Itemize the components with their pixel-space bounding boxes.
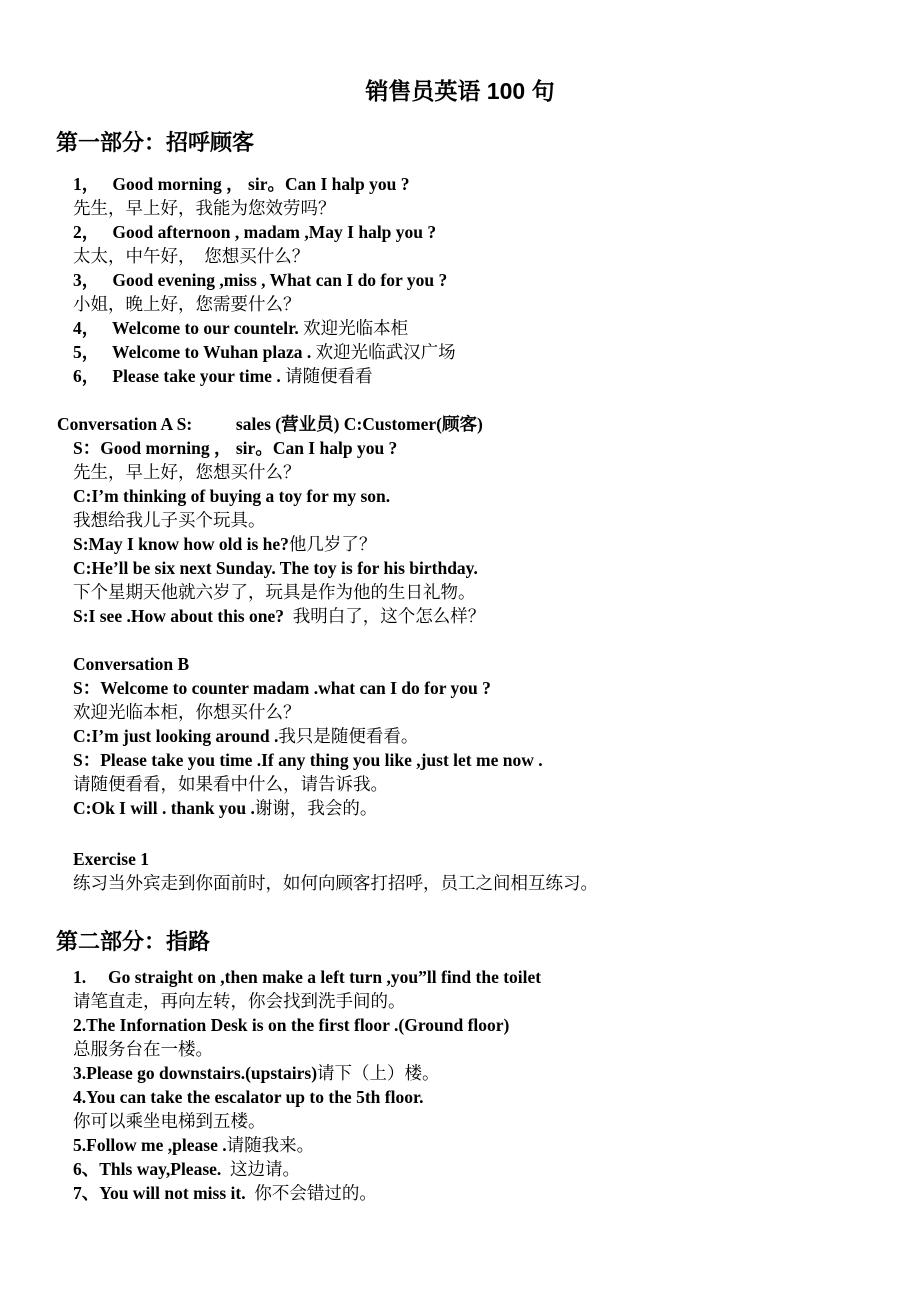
text-line	[73, 965, 920, 989]
english-text: S：Welcome to counter madam .what can I do for you ?	[73, 678, 491, 698]
english-text: 1， Good morning ， sir。Can I halp you ?	[73, 174, 410, 194]
text-line	[73, 989, 920, 1013]
chinese-text: 总服务台在一楼。	[73, 1039, 213, 1059]
text-line	[73, 484, 920, 508]
english-text: S：Please take you time .If any thing you like ,just let me now .	[73, 750, 543, 770]
chinese-text: 练习当外宾走到你面前时，如何向顾客打招呼，员工之间相互练习。	[73, 873, 598, 893]
english-text: 4.You can take the escalator up to the 5th floor.	[73, 1087, 424, 1107]
english-text: 3.Please go downstairs.(upstairs)	[73, 1063, 318, 1083]
text-line	[73, 532, 920, 556]
english-text: C:Ok I will . thank you .	[73, 798, 255, 818]
text-line	[73, 268, 920, 292]
chinese-text: 先生，早上好，我能为您效劳吗？	[73, 198, 336, 218]
english-text: Conversation B	[73, 654, 190, 674]
text-line	[73, 556, 920, 580]
english-text: 7、You will not miss it.	[73, 1183, 255, 1203]
text-line	[73, 1157, 920, 1181]
text-line	[73, 220, 920, 244]
chinese-text: 请随我来。	[226, 1135, 315, 1155]
text-line	[73, 1133, 920, 1157]
text-line	[73, 1061, 920, 1085]
chinese-text: 请下（上）楼。	[317, 1063, 440, 1083]
english-text: 5， Welcome to Wuhan plaza .	[73, 342, 316, 362]
chinese-text: 谢谢，我会的。	[254, 798, 378, 818]
section-giving-directions	[0, 927, 920, 1205]
text-line	[73, 172, 920, 196]
chinese-text: 下个星期天他就六岁了，玩具是作为他的生日礼物。	[73, 582, 476, 602]
text-line	[73, 796, 920, 820]
chinese-text: 你可以乘坐电梯到五楼。	[73, 1111, 266, 1131]
english-text: S：Good morning ， sir。Can I halp you ?	[73, 438, 398, 458]
text-line	[73, 604, 920, 628]
chinese-text: 太太，中午好， 您想买什么？	[73, 246, 310, 266]
english-text: Conversation A S: sales (营业员) C:Customer(顾客)	[57, 414, 483, 434]
text-line	[73, 724, 920, 748]
conversation-a	[57, 412, 920, 628]
chinese-text: 我明白了，这个怎么样？	[292, 606, 486, 626]
chinese-text: 先生，早上好，您想买什么？	[73, 462, 301, 482]
text-line	[73, 652, 920, 676]
text-line	[73, 1109, 920, 1133]
english-text: 2， Good afternoon , madam ,May I halp you ?	[73, 222, 437, 242]
greeting-phrases-list	[73, 172, 920, 388]
section-2-heading: 第二部分：指路	[56, 929, 211, 954]
directions-phrases-list	[73, 965, 920, 1205]
conversation-b	[73, 652, 920, 820]
text-line	[73, 292, 920, 316]
chinese-text: 我只是随便看看。	[278, 726, 419, 746]
text-line	[73, 364, 920, 388]
english-text: C:I’m thinking of buying a toy for my son.	[73, 486, 391, 506]
text-line	[73, 1181, 920, 1205]
chinese-text: 请随便看看	[285, 366, 373, 386]
text-line	[73, 460, 920, 484]
text-line	[73, 508, 920, 532]
english-text: 6、Thls way,Please.	[73, 1159, 231, 1179]
chinese-text: 请随便看看，如果看中什么，请告诉我。	[73, 774, 388, 794]
english-text: 6， Please take your time .	[73, 366, 286, 386]
english-text: 5.Follow me ,please .	[73, 1135, 227, 1155]
chinese-text: 他几岁了？	[288, 534, 377, 554]
english-text: C:I’m just looking around .	[73, 726, 279, 746]
text-line	[73, 436, 920, 460]
english-text: S:I see .How about this one?	[73, 606, 293, 626]
english-text: 4， Welcome to our countelr.	[73, 318, 304, 338]
english-text: 3， Good evening ,miss , What can I do for you ?	[73, 270, 448, 290]
chinese-text: 我想给我儿子买个玩具。	[73, 510, 266, 530]
text-line	[73, 748, 920, 772]
english-text: S:May I know how old is he?	[73, 534, 289, 554]
section-2-blocks	[0, 965, 920, 1205]
chinese-text: 欢迎光临本柜，你想买什么？	[73, 702, 301, 722]
text-line	[73, 847, 920, 871]
chinese-text: 欢迎光临本柜	[303, 318, 409, 338]
document-title: 销售员英语 100 句	[365, 78, 555, 104]
english-text: 2.The Infornation Desk is on the first floor .(Ground floor)	[73, 1015, 510, 1035]
chinese-text: 小姐，晚上好，您需要什么？	[73, 294, 301, 314]
text-line	[73, 700, 920, 724]
text-line	[73, 196, 920, 220]
text-line	[73, 1085, 920, 1109]
chinese-text: 请笔直走，再向左转，你会找到洗手间的。	[73, 991, 406, 1011]
text-line	[73, 340, 920, 364]
text-line	[73, 871, 920, 895]
chinese-text: 这边请。	[230, 1159, 301, 1179]
section-greeting-customers	[0, 128, 920, 895]
english-text: 1. Go straight on ,then make a left turn ,you”ll find the toilet	[73, 967, 542, 987]
section-1-blocks	[0, 172, 920, 895]
english-text: Exercise 1	[73, 849, 149, 869]
text-line	[73, 580, 920, 604]
chinese-text: 你不会错过的。	[254, 1183, 377, 1203]
text-line	[73, 676, 920, 700]
text-line	[73, 1013, 920, 1037]
english-text: C:He’ll be six next Sunday. The toy is for his birthday.	[73, 558, 478, 578]
text-line	[73, 1037, 920, 1061]
exercise-1	[73, 847, 920, 895]
text-line	[57, 412, 920, 436]
text-line	[73, 244, 920, 268]
chinese-text: 欢迎光临武汉广场	[315, 342, 456, 362]
text-line	[73, 772, 920, 796]
text-line	[73, 316, 920, 340]
section-1-heading: 第一部分：招呼顾客	[56, 130, 255, 155]
